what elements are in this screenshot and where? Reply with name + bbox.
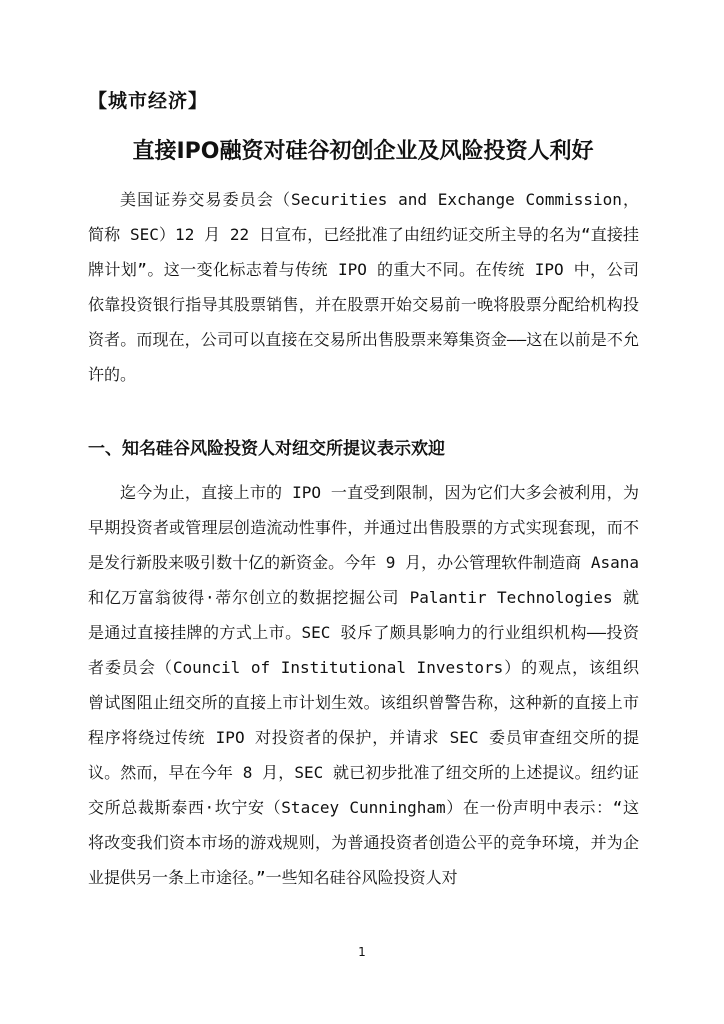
body-paragraph: 迄今为止，直接上市的 IPO 一直受到限制，因为它们大多会被利用，为早期投资者或管理层创造流动性事件，并通过出售股票的方式实现套现，而不是发行新股来吸引数十亿的新资金。今年 9 月，办公管理软件制造商 Asana 和亿万富翁彼得·蒂尔创立的数据挖掘公司 Palantir Technologies 就是通过直接挂牌的方式上市。SEC 驳斥了颇具影响力的行业组织机构——投资者委员会（Council of Institutional Investors）的观点，该组织曾试图阻止纽交所的直接上市计划生效。该组织曾警告称，这种新的直接上市程序将绕过传统 IPO 对投资者的保护，并请求 SEC 委员审查纽交所的提议。然而，早在今年 8 月，SEC 就已初步批准了纽交所的上述提议。纽约证交所总裁斯泰西·坎宁安（Stacey Cunningham）在一份声明中表示：“这将改变我们资本市场的游戏规则，为普通投资者创造公平的竞争环境，并为企业提供另一条上市途径。”一些知名硅谷风险投资人对 [88, 483, 639, 887]
section-tag: 【城市经济】 [88, 90, 209, 112]
page-number: 1 [358, 945, 366, 959]
section-heading: 一、知名硅谷风险投资人对纽交所提议表示欢迎 [88, 439, 445, 459]
body-paragraph: 美国证券交易委员会（Securities and Exchange Commission，简称 SEC）12 月 22 日宣布，已经批准了由纽约证交所主导的名为“直接挂牌计划”。这一变化标志着与传统 IPO 的重大不同。在传统 IPO 中，公司依靠投资银行指导其股票销售，并在股票开始交易前一晚将股票分配给机构投资者。而现在，公司可以直接在交易所出售股票来筹集资金——这在以前是不允许的。 [88, 190, 639, 384]
page-title: 直接IPO融资对硅谷初创企业及风险投资人利好 [132, 139, 594, 164]
